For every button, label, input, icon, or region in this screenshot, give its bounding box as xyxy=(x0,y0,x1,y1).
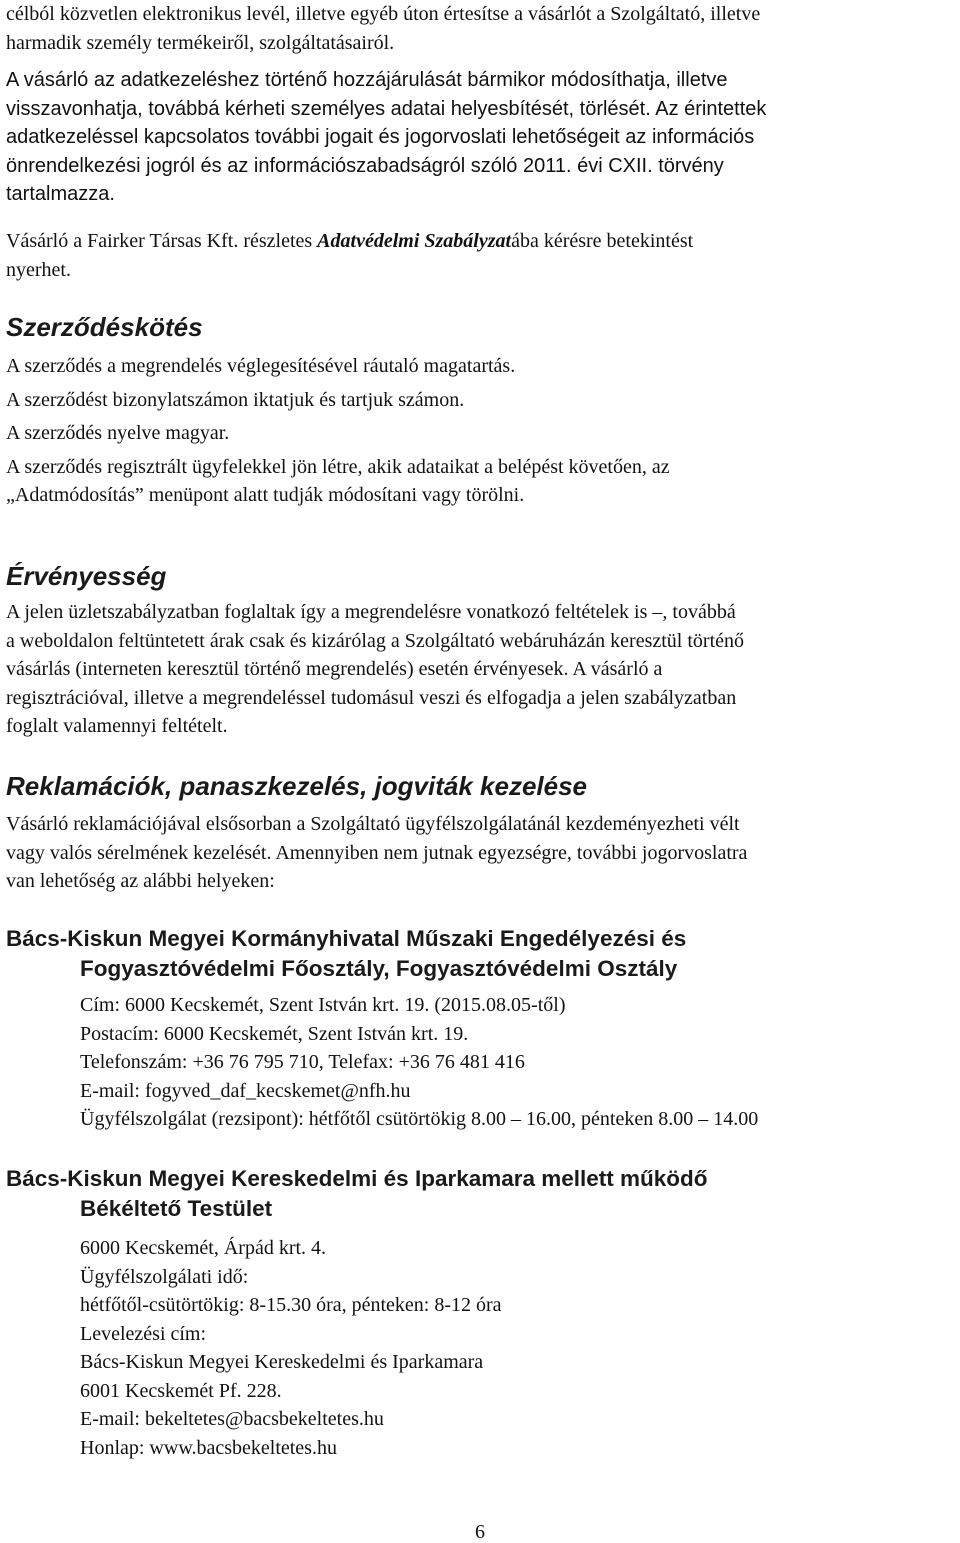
hours-line: hétfőtől-csütörtökig: 8-15.30 óra, pénteken: 8-12 óra xyxy=(80,1294,502,1316)
email-line: E-mail: bekeltetes@bacsbekeltetes.hu xyxy=(80,1408,384,1430)
validity-section xyxy=(6,598,956,741)
postal-address-line: Postacím: 6000 Kecskemét, Szent István krt. 19. xyxy=(80,1022,469,1045)
text-line: A szerződést bizonylatszámon iktatjuk és tartjuk számon. xyxy=(6,388,465,411)
heading-line: Fogyasztóvédelmi Főosztály, Fogyasztóvédelmi Osztály xyxy=(80,956,678,981)
heading-line: Bács-Kiskun Megyei Kormányhivatal Műszaki Engedélyezési és xyxy=(6,926,687,951)
text-line: A szerződés a megrendelés véglegesítésével ráutaló magatartás. xyxy=(6,355,516,377)
heading-line: Békéltető Testület xyxy=(80,1196,273,1221)
page-number: 6 xyxy=(475,1521,485,1543)
text-line: A szerződés nyelve magyar. xyxy=(6,422,230,444)
phone-line: Telefonszám: +36 76 795 710, Telefax: +36 76 481 416 xyxy=(80,1051,525,1073)
text-line: harmadik személy termékeiről, szolgáltatásairól. xyxy=(6,31,395,54)
section-heading-complaints: Reklamációk, panaszkezelés, jogviták kezelése xyxy=(6,771,588,801)
consent-paragraph xyxy=(6,66,956,209)
mailing-address-line: 6001 Kecskemét Pf. 228. xyxy=(80,1379,282,1402)
mailing-label: Levelezési cím: xyxy=(80,1322,207,1345)
heading-line: Bács-Kiskun Megyei Kereskedelmi és Iparkamara mellett működő xyxy=(6,1166,708,1191)
text-line: Vásárló reklamációjával elsősorban a Szolgáltató ügyfélszolgálatánál kezdeményezheti vélt xyxy=(6,813,740,835)
text-line: a weboldalon feltüntetett árak csak és kizárólag a Szolgáltató webáruházán keresztül történő xyxy=(6,629,745,652)
text-line: van lehetőség az alábbi helyeken: xyxy=(6,870,275,892)
contract-section xyxy=(6,352,956,510)
office-hours-line: Ügyfélszolgálat (rezsipont): hétfőtől csütörtökig 8.00 – 16.00, pénteken 8.00 – 14.00 xyxy=(80,1108,759,1130)
text-line: vagy valós sérelmének kezelését. Amennyiben nem jutnak egyezségre, további jogorvoslatra xyxy=(6,841,748,864)
address-line: 6000 Kecskemét, Árpád krt. 4. xyxy=(80,1237,327,1259)
text-line xyxy=(6,227,956,256)
text-line: tartalmazza. xyxy=(6,183,115,205)
authority-heading xyxy=(6,924,956,984)
authority-contact xyxy=(80,991,960,1134)
text-line: önrendelkezési jogról és az információszabadságról szóló 2011. évi CXII. törvény xyxy=(6,154,724,177)
privacy-policy-paragraph xyxy=(6,227,956,284)
text-line: adatkezeléssel kapcsolatos további jogait és jogorvoslati lehetőségeit az információs xyxy=(6,126,755,148)
complaints-section xyxy=(6,810,956,896)
privacy-policy-emphasis: Adatvédelmi Szabályzat xyxy=(317,230,512,252)
text-line: A vásárló az adatkezeléshez történő hozzájárulását bármikor módosíthatja, illetve xyxy=(6,69,728,91)
text-line: nyerhet. xyxy=(6,258,71,281)
intro-paragraph xyxy=(6,0,956,57)
text-line: A szerződés regisztrált ügyfelekkel jön létre, akik adataikat a belépést követően, az xyxy=(6,455,670,478)
section-heading-contract: Szerződéskötés xyxy=(6,312,203,342)
text-line: A jelen üzletszabályzatban foglaltak így a megrendelésre vonatkozó feltételek is –, továbbá xyxy=(6,601,736,623)
section-heading-validity: Érvényesség xyxy=(6,561,167,591)
text-line: vásárlás (interneten keresztül történő megrendelés) esetén érvényesek. A vásárló a xyxy=(6,658,663,680)
text-line: regisztrációval, illetve a megrendeléssel tudomásul veszi és elfogadja a jelen szabályzatban xyxy=(6,686,737,709)
hours-label: Ügyfélszolgálati idő: xyxy=(80,1265,249,1288)
text-line: visszavonhatja, továbbá kérheti személyes adatai helyesbítését, törlését. Az érintettek xyxy=(6,97,767,120)
website-line: Honlap: www.bacsbekeltetes.hu xyxy=(80,1436,337,1459)
email-line: E-mail: fogyved_daf_kecskemet@nfh.hu xyxy=(80,1079,411,1102)
address-line: Cím: 6000 Kecskemét, Szent István krt. 19. (2015.08.05-től) xyxy=(80,994,566,1016)
text-line: „Adatmódosítás” menüpont alatt tudják módosítani vagy törölni. xyxy=(6,484,525,506)
text-fragment: ába kérésre betekintést xyxy=(511,230,694,252)
arbitration-board-contact xyxy=(80,1234,960,1462)
arbitration-board-heading xyxy=(6,1164,956,1224)
mailing-name-line: Bács-Kiskun Megyei Kereskedelmi és Iparkamara xyxy=(80,1351,484,1373)
text-line: célból közvetlen elektronikus levél, illetve egyéb úton értesítse a vásárlót a Szolgáltató, illetve xyxy=(6,3,761,25)
text-fragment: Vásárló a Fairker Társas Kft. részletes xyxy=(6,230,318,252)
text-line: foglalt valamennyi feltételt. xyxy=(6,715,228,737)
